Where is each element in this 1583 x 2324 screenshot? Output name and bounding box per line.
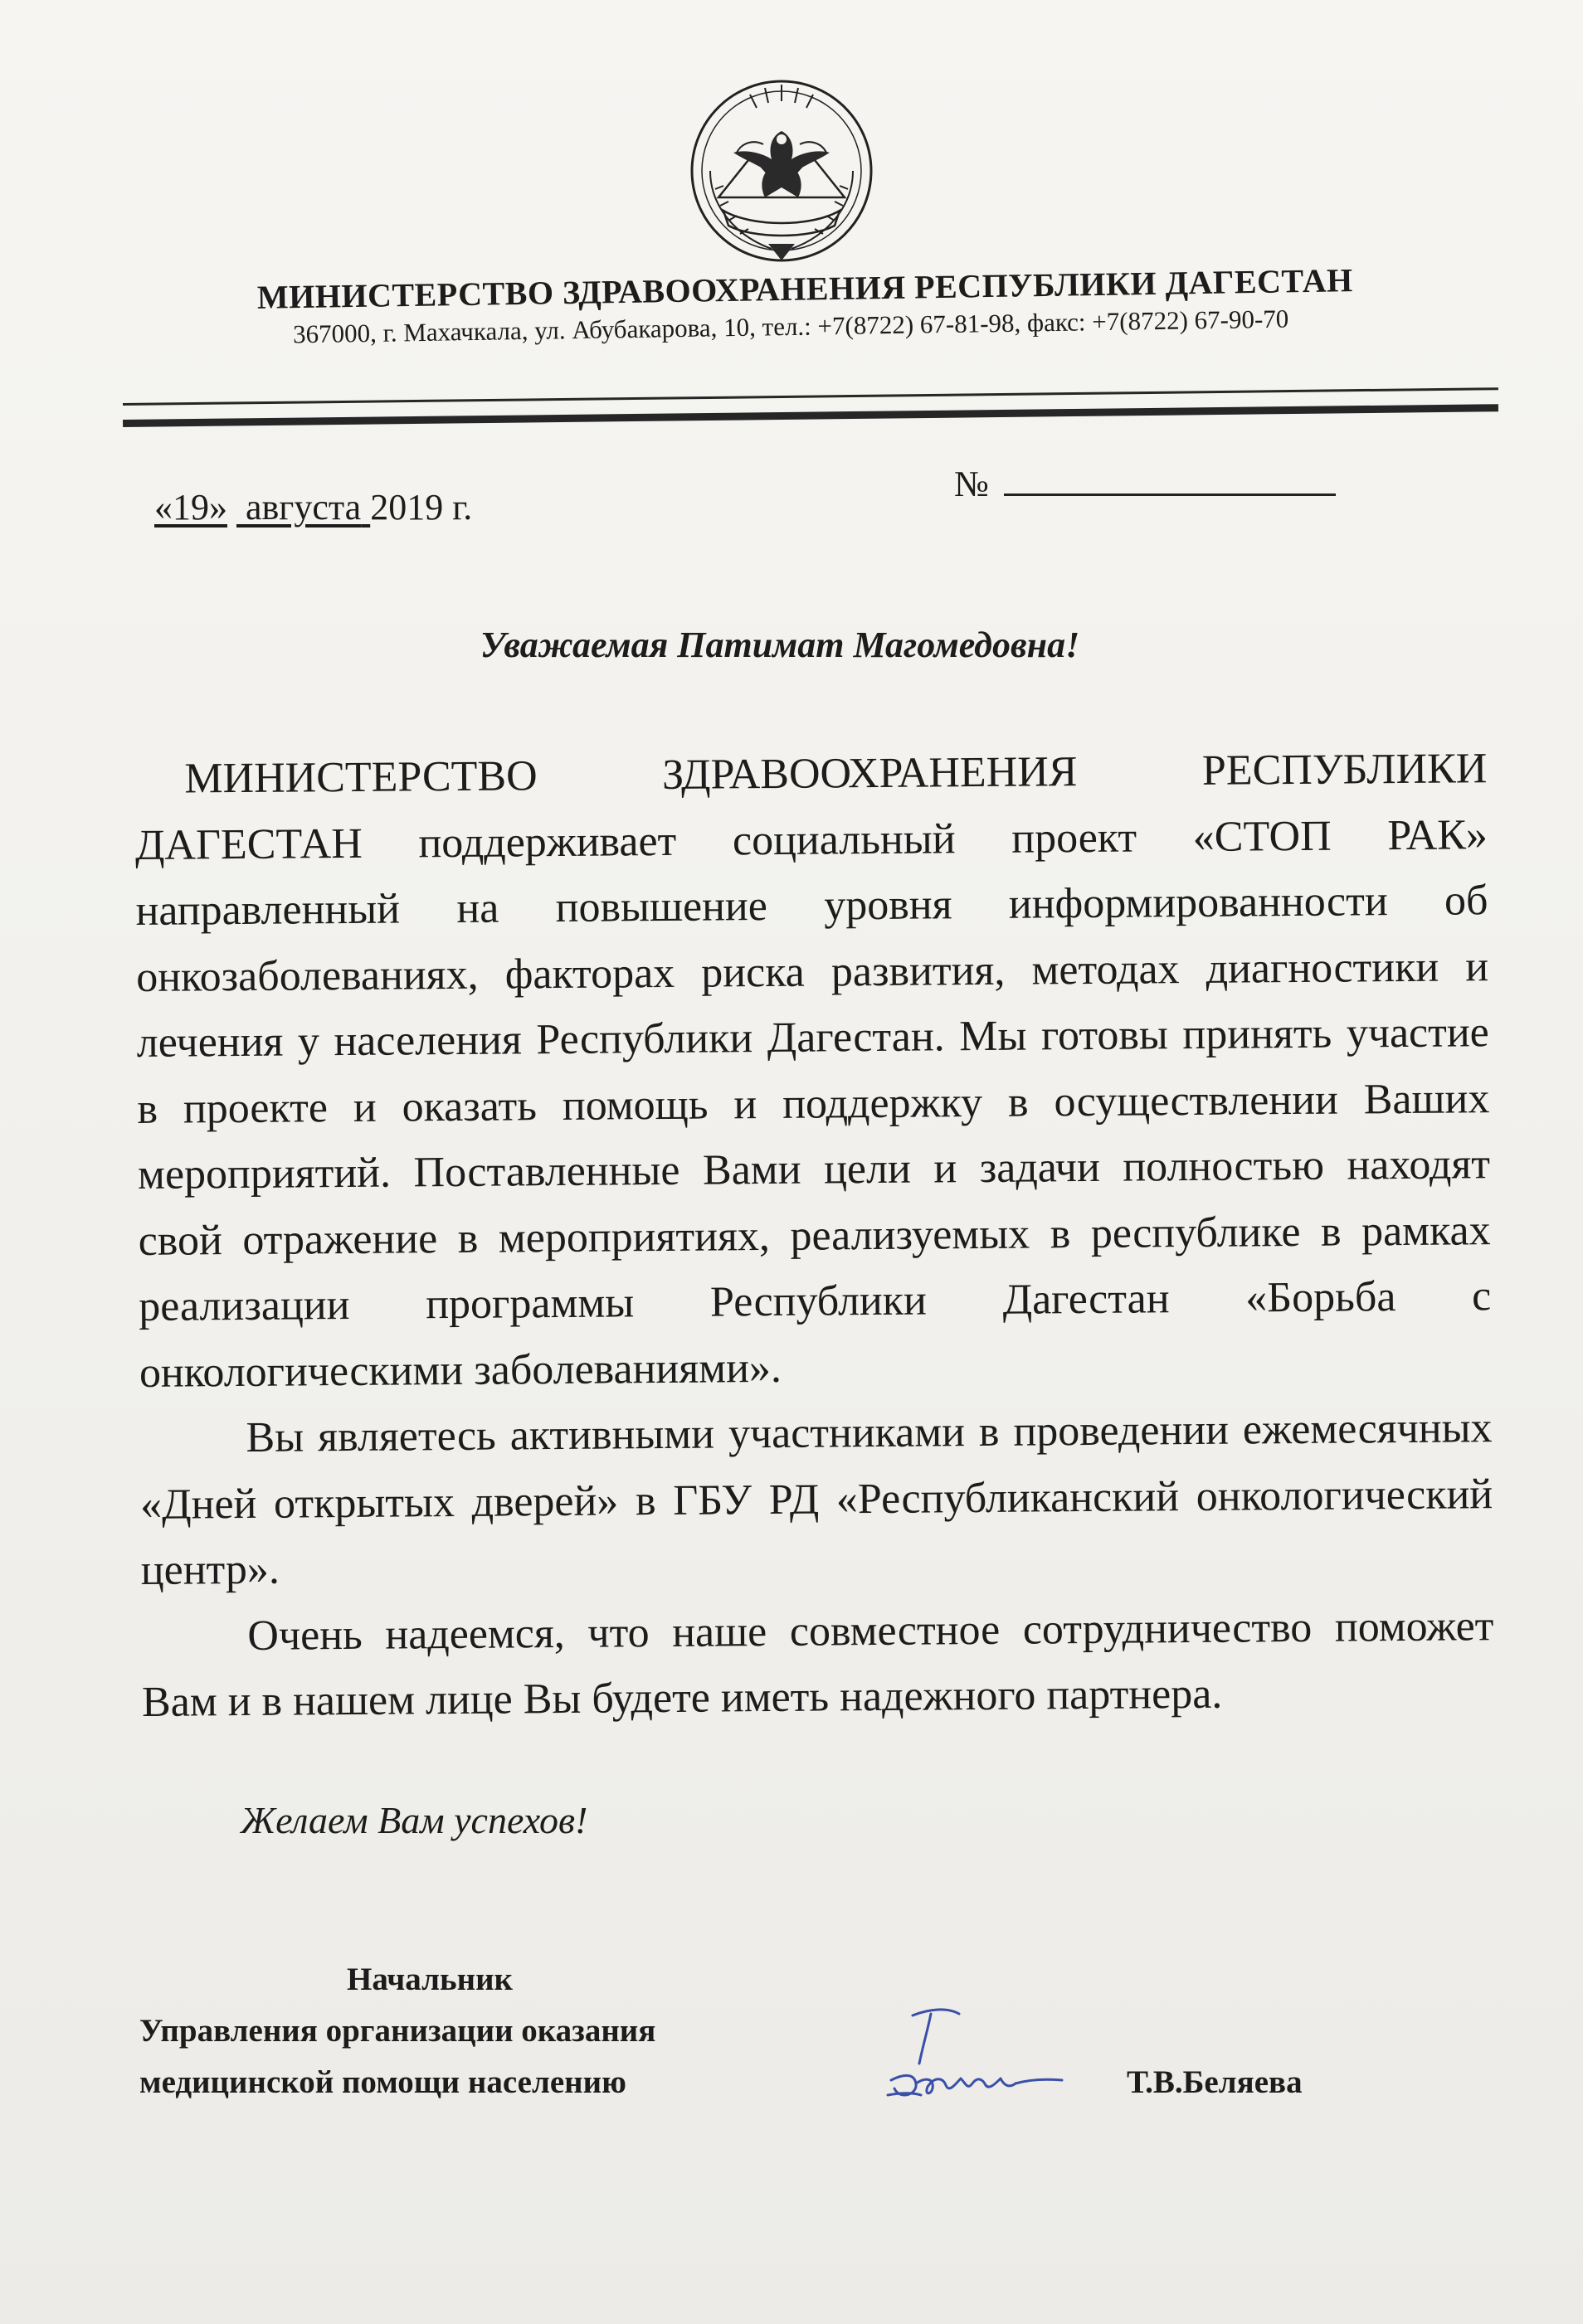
coat-of-arms-emblem xyxy=(685,73,878,272)
letter-date xyxy=(154,486,472,528)
signatory-name: Т.В.Беляева xyxy=(1127,2064,1303,2100)
body-paragraph-2: Вы являетесь активными участниками в проведении ежемесячных «Дней открытых дверей» в ГБУ РД «Республиканский онкологический центр». xyxy=(139,1404,1493,1594)
body-paragraph-1: МИНИСТЕРСТВО ЗДРАВООХРАНЕНИЯ РЕСПУБЛИКИ ДАГЕСТАН поддерживает социальный проект «СТОП РАК» направленный на повышение уровня информированности об онкозаболеваниях, факторах риска развития, методах диагностики и лечения у населения Республики Дагестан. Мы готовы принять участие в проекте и оказать помощь и поддержку в осуществлении Ваших мероприятий. Поставленные Вами цели и задачи полностью находят свой отражение в мероприятиях, реализуемых в республике в рамках реализации программы Республики Дагестан «Борьба с онкологическими заболеваниями». xyxy=(134,745,1492,1397)
number-blank-line xyxy=(1004,465,1336,496)
letter-number xyxy=(954,463,1336,505)
signatory-department-line-1: Управления организации оказания xyxy=(139,2013,656,2049)
date-day: «19» xyxy=(154,487,227,528)
body-paragraph-3: Очень надеемся, что наше совместное сотрудничество поможет Вам и в нашем лице Вы будете иметь надежного партнера. xyxy=(141,1602,1494,1726)
header-rule-thick xyxy=(123,404,1498,427)
header-rule-thin xyxy=(123,387,1498,406)
closing-wish: Желаем Вам успехов! xyxy=(241,1799,588,1841)
handwritten-signature xyxy=(879,1997,1070,2113)
signatory-department-line-2: медицинской помощи населению xyxy=(139,2064,626,2100)
number-label: № xyxy=(954,464,989,504)
date-month xyxy=(236,487,370,528)
date-year: 2019 г. xyxy=(370,487,473,528)
ministry-address: 367000, г. Махачкала, ул. Абубакарова, 10, тел.: +7(8722) 67-81-98, факс: +7(8722) 67-90-70 xyxy=(292,304,1289,349)
salutation: Уважаемая Патимат Магомедовна! xyxy=(480,625,1080,665)
date-month-text: августа xyxy=(246,487,362,528)
signatory-position: Начальник xyxy=(347,1962,514,1997)
ministry-title: МИНИСТЕРСТВО ЗДРАВООХРАНЕНИЯ РЕСПУБЛИКИ ДАГЕСТАН xyxy=(256,261,1353,316)
letter-body xyxy=(134,736,1494,1735)
